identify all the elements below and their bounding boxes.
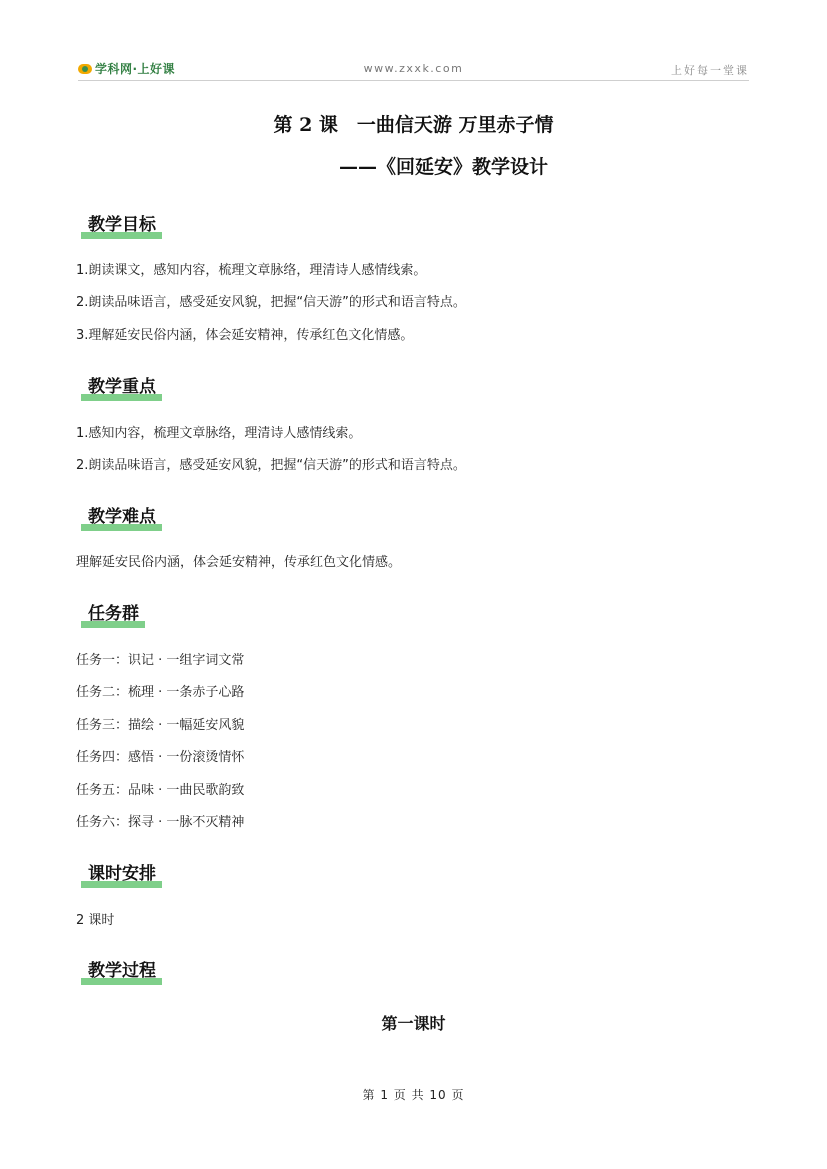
task-item: 任务三：描绘 · 一幅延安风貌 xyxy=(76,718,245,733)
section-heading-process xyxy=(81,959,162,985)
key-point-item: 2.朗读品味语言，感受延安风貌，把握“信天游”的形式和语言特点。 xyxy=(76,458,466,473)
lesson-subtitle: ——《回延安》教学设计 xyxy=(338,156,548,178)
logo-text: 学科网·上好课 xyxy=(95,62,176,76)
lesson-title: 第 2 课 一曲信天游 万里赤子情 xyxy=(273,114,554,136)
section-heading-schedule xyxy=(81,862,162,888)
goal-item: 1.朗读课文，感知内容，梳理文章脉络，理清诗人感情线索。 xyxy=(76,263,427,278)
section-heading-goals xyxy=(81,213,162,239)
task-item: 任务二：梳理 · 一条赤子心路 xyxy=(76,685,245,700)
task-item: 任务六：探寻 · 一脉不灭精神 xyxy=(76,815,245,830)
site-url: www.zxxk.com xyxy=(363,62,464,75)
page-number: 第 1 页 共 10 页 xyxy=(362,1088,465,1102)
task-item: 任务一：识记 · 一组字词文常 xyxy=(76,653,245,668)
header-slogan: 上好每一堂课 xyxy=(671,64,749,77)
goal-item: 2.朗读品味语言，感受延安风貌，把握“信天游”的形式和语言特点。 xyxy=(76,295,466,310)
section-heading-tasks xyxy=(81,602,145,628)
difficulty-item: 理解延安民俗内涵，体会延安精神，传承红色文化情感。 xyxy=(76,555,402,570)
key-point-item: 1.感知内容，梳理文章脉络，理清诗人感情线索。 xyxy=(76,426,362,441)
lesson-period-heading: 第一课时 xyxy=(381,1014,446,1033)
goal-item: 3.理解延安民俗内涵，体会延安精神，传承红色文化情感。 xyxy=(76,328,414,343)
section-heading-text: 任务群 xyxy=(88,604,139,624)
section-heading-text: 教学过程 xyxy=(88,961,156,981)
header-divider xyxy=(78,80,749,81)
section-heading-key-points xyxy=(81,375,162,401)
section-heading-text: 课时安排 xyxy=(88,864,156,884)
section-heading-difficulty xyxy=(81,505,162,531)
page-header xyxy=(78,60,749,80)
section-heading-text: 教学重点 xyxy=(88,377,156,397)
task-item: 任务四：感悟 · 一份滚烫情怀 xyxy=(76,750,245,765)
section-heading-text: 教学目标 xyxy=(88,215,156,235)
task-item: 任务五：品味 · 一曲民歌韵致 xyxy=(76,783,245,798)
section-heading-text: 教学难点 xyxy=(88,507,156,527)
schedule-item: 2 课时 xyxy=(76,913,115,928)
